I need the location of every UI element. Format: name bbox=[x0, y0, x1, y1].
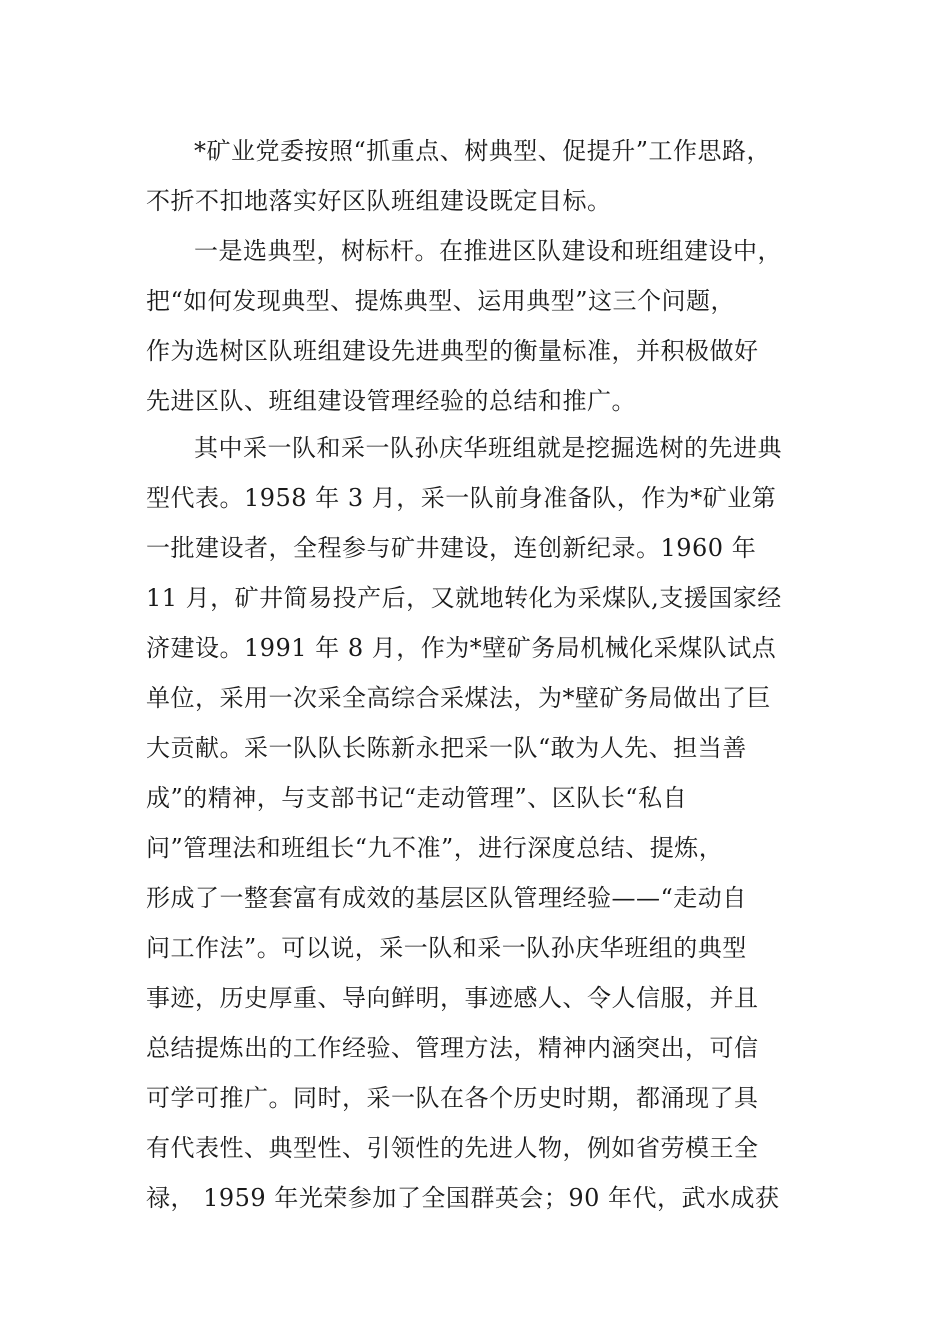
text-line: 先进区队、班组建设管理经验的总结和推广。 bbox=[146, 387, 636, 415]
text-line: 问”管理法和班组长“九不准”，进行深度总结、提炼， bbox=[146, 834, 724, 862]
text-line: 其中采一队和采一队孙庆华班组就是挖掘选树的先进典 bbox=[194, 434, 782, 462]
text-line: 一是选典型，树标杆。在推进区队建设和班组建设中， bbox=[194, 237, 782, 265]
text-line: *矿业党委按照“抓重点、树典型、促提升”工作思路， bbox=[194, 137, 772, 165]
text-line: 有代表性、典型性、引领性的先进人物，例如省劳模王全 bbox=[146, 1134, 759, 1162]
text-line: 问工作法”。可以说，采一队和采一队孙庆华班组的典型 bbox=[146, 934, 747, 962]
text-line: 作为选树区队班组建设先进典型的衡量标准，并积极做好 bbox=[146, 337, 759, 365]
text-line: 不折不扣地落实好区队班组建设既定目标。 bbox=[146, 187, 612, 215]
text-line: 济建设。1991 年 8 月，作为*壁矿务局机械化采煤队试点 bbox=[146, 634, 777, 662]
text-line: 事迹，历史厚重、导向鲜明，事迹感人、令人信服，并且 bbox=[146, 984, 759, 1012]
text-line: 一批建设者，全程参与矿井建设，连创新纪录。1960 年 bbox=[146, 534, 757, 562]
text-line: 禄， 1959 年光荣参加了全国群英会；90 年代，武水成获 bbox=[146, 1184, 780, 1212]
text-line: 单位，采用一次采全高综合采煤法，为*壁矿务局做出了巨 bbox=[146, 684, 771, 712]
text-line: 总结提炼出的工作经验、管理方法，精神内涵突出，可信 bbox=[146, 1034, 759, 1062]
text-line: 大贡献。采一队队长陈新永把采一队“敢为人先、担当善 bbox=[146, 734, 747, 762]
text-line: 型代表。1958 年 3 月，采一队前身准备队，作为*矿业第 bbox=[146, 484, 777, 512]
text-line: 可学可推广。同时，采一队在各个历史时期，都涌现了具 bbox=[146, 1084, 759, 1112]
text-line: 把“如何发现典型、提炼典型、运用典型”这三个问题， bbox=[146, 287, 736, 315]
text-line: 形成了一整套富有成效的基层区队管理经验——“走动自 bbox=[146, 884, 747, 912]
text-line: 11 月，矿井简易投产后，又就地转化为采煤队,支援国家经 bbox=[146, 584, 782, 612]
text-line: 成”的精神，与支部书记“走动管理”、区队长“私自 bbox=[146, 784, 688, 812]
